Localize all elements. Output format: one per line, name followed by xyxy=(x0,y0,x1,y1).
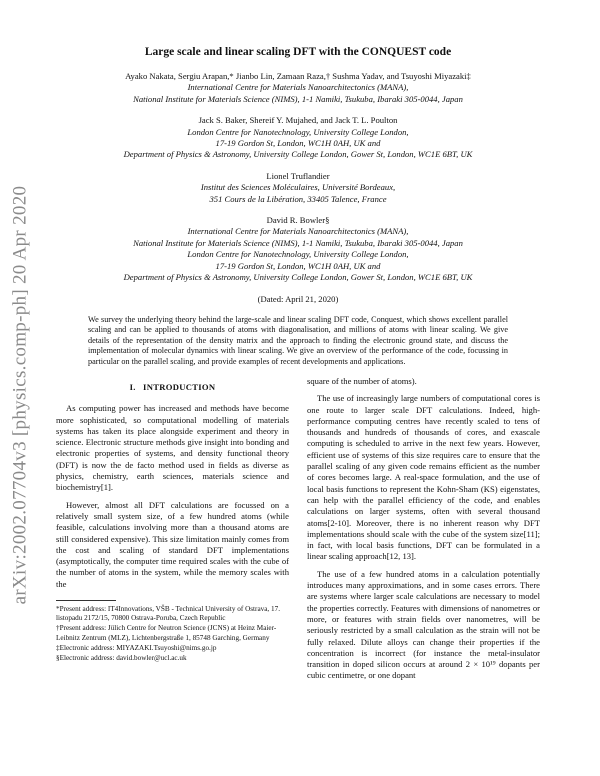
affiliation-line: National Institute for Materials Science (NIMS), 1-1 Namiki, Tsukuba, Ibaraki 305-0044, Japan xyxy=(133,93,463,104)
author-block xyxy=(56,115,540,161)
author-list: David R. Bowler§ xyxy=(266,215,330,226)
affiliation-line: Institut des Sciences Moléculaires, Université Bordeaux, xyxy=(200,182,396,193)
arxiv-stamp xyxy=(2,160,38,630)
paragraph: However, almost all DFT calculations are focussed on a relatively small system size, of a few hundred atoms (while feasible, calculations involving more than a thousand atoms are still considered expensive). This size limitation mainly comes from the cost and scaling of standard DFT implementations (asymptotically, the computer time required scales with the cube of the number of atoms in the system, while the memory scales with the xyxy=(56,499,289,589)
dated-line: (Dated: April 21, 2020) xyxy=(257,293,339,304)
left-column xyxy=(56,376,289,688)
paper-title: Large scale and linear scaling DFT with the CONQUEST code xyxy=(144,46,452,58)
footnote: ‡Electronic address: MIYAZAKI.Tsuyoshi@nims.go.jp xyxy=(56,643,217,652)
author-list: Jack S. Baker, Shereif Y. Mujahed, and Jack T. L. Poulton xyxy=(198,115,398,126)
arxiv-id: arXiv:2002.07704v3 [physics.comp-ph] 20 Apr 2020 xyxy=(9,185,31,605)
affiliation-line: National Institute for Materials Science (NIMS), 1-1 Namiki, Tsukuba, Ibaraki 305-0044, Japan xyxy=(133,237,463,248)
affiliation-line: International Centre for Materials Nanoarchitectonics (MANA), xyxy=(187,82,409,93)
footnote: †Present address: Jülich Centre for Neutron Science (JCNS) at Heinz Maier-Leibnitz Zentrum (MLZ), Lichtenbergstraße 1, 85748 Garching, Germany xyxy=(56,624,277,642)
affiliation-line: International Centre for Materials Nanoarchitectonics (MANA), xyxy=(187,226,409,237)
footnote: *Present address: IT4Innovations, VŠB - Technical University of Ostrava, 17. listopadu 2172/15, 70800 Ostrava-Poruba, Czech Republic xyxy=(56,605,280,623)
affiliation-line: 351 Cours de la Libération, 33405 Talence, France xyxy=(209,193,387,204)
footnotes xyxy=(56,600,289,663)
paragraph: As computing power has increased and methods have become more sophisticated, so computational modelling of materials systems has taken its place alongside experiment and theory in science. Electronic structure methods give insight into bonding and electronic properties of systems, and density functional theory (DFT) is now the de facto method used in fields as diverse as physics, chemistry, earth sciences, materials science and biochemistry[1]. xyxy=(56,403,289,493)
author-block xyxy=(56,171,540,205)
author-block xyxy=(56,215,540,283)
author-list: Ayako Nakata, Sergiu Arapan,* Jianbo Lin, Zamaan Raza,† Sushma Yadav, and Tsuyoshi Miyazaki‡ xyxy=(125,71,471,81)
affiliation-line: London Centre for Nanotechnology, University College London, xyxy=(187,249,409,260)
paragraph: The use of increasingly large numbers of computational cores is one route to larger scale DFT calculations. Indeed, high-performance computing centres have recently scaled to tens of thousands and hundreds of thousands of cores, and exascale computing is scheduled to arrive in the next few years. However, efficient use of systems of this size requires care to ensure that the parallel scaling of any given code remains efficient as the number of cores becomes large. A real-space formulation, and the use of local basis functions to represent the Kohn-Sham (KS) eigenstates, can help with the parallel efficiency of the code, and enables calculations on larger systems, often with several thousand atoms[2-10]. Moreover, there is no inherent reason why DFT implementations should scale with the cube of the system size[11]; in fact, with local basis functions, DFT can be formulated in a linear scaling approach[12, 13]. xyxy=(307,393,540,562)
author-blocks xyxy=(56,71,540,284)
affiliation-line: 17-19 Gordon St, London, WC1H 0AH, UK and xyxy=(215,260,381,271)
section-title: INTRODUCTION xyxy=(143,382,216,392)
affiliation-line: 17-19 Gordon St, London, WC1H 0AH, UK and xyxy=(215,138,381,149)
section-number: I. xyxy=(129,382,136,392)
affiliation-line: London Centre for Nanotechnology, University College London, xyxy=(187,126,409,137)
section-heading xyxy=(56,382,289,393)
footnote: §Electronic address: david.bowler@ucl.ac.uk xyxy=(56,654,187,663)
affiliation-line: Department of Physics & Astronomy, University College London, Gower St, London, WC1E 6BT, UK xyxy=(123,149,473,160)
right-column xyxy=(307,376,540,688)
affiliation-line: Department of Physics & Astronomy, University College London, Gower St, London, WC1E 6BT, UK xyxy=(123,272,473,283)
abstract: We survey the underlying theory behind the large-scale and linear scaling DFT code, Conquest, which shows excellent parallel scaling and can be applied to thousands of atoms with diagonalisation, and millions of atoms with linear scaling. We give details of the representation of the density matrix and the approach to finding the electronic ground state, and discuss the implementation of molecular dynamics with linear scaling. We give an overview of the performance of the code, focussing in particular on the parallel scaling, and provide examples of recent developments and applications. xyxy=(88,314,508,366)
paragraph: square of the number of atoms). xyxy=(307,376,417,386)
author-list: Lionel Truflandier xyxy=(266,170,330,181)
footnote-rule xyxy=(56,600,116,601)
paper-page xyxy=(56,46,540,367)
author-block xyxy=(56,71,540,105)
body-columns xyxy=(56,376,540,688)
paragraph: The use of a few hundred atoms in a calculation potentially introduces many approximations, and in some cases errors. There are systems where larger scale calculations are necessary to model the properties correctly. Features with dimensions of nanometres or more, or features with strain fields over nanometres, will be seriously restricted by a small calculation as the strain will not be fully relaxed. Dilute alloys can change their properties if the concentration is incorrect (for instance the metal-insulator transition in doped silicon occurs at around 2 × 10¹⁹ dopants per cubic centimetre, or one dopant xyxy=(307,568,540,681)
